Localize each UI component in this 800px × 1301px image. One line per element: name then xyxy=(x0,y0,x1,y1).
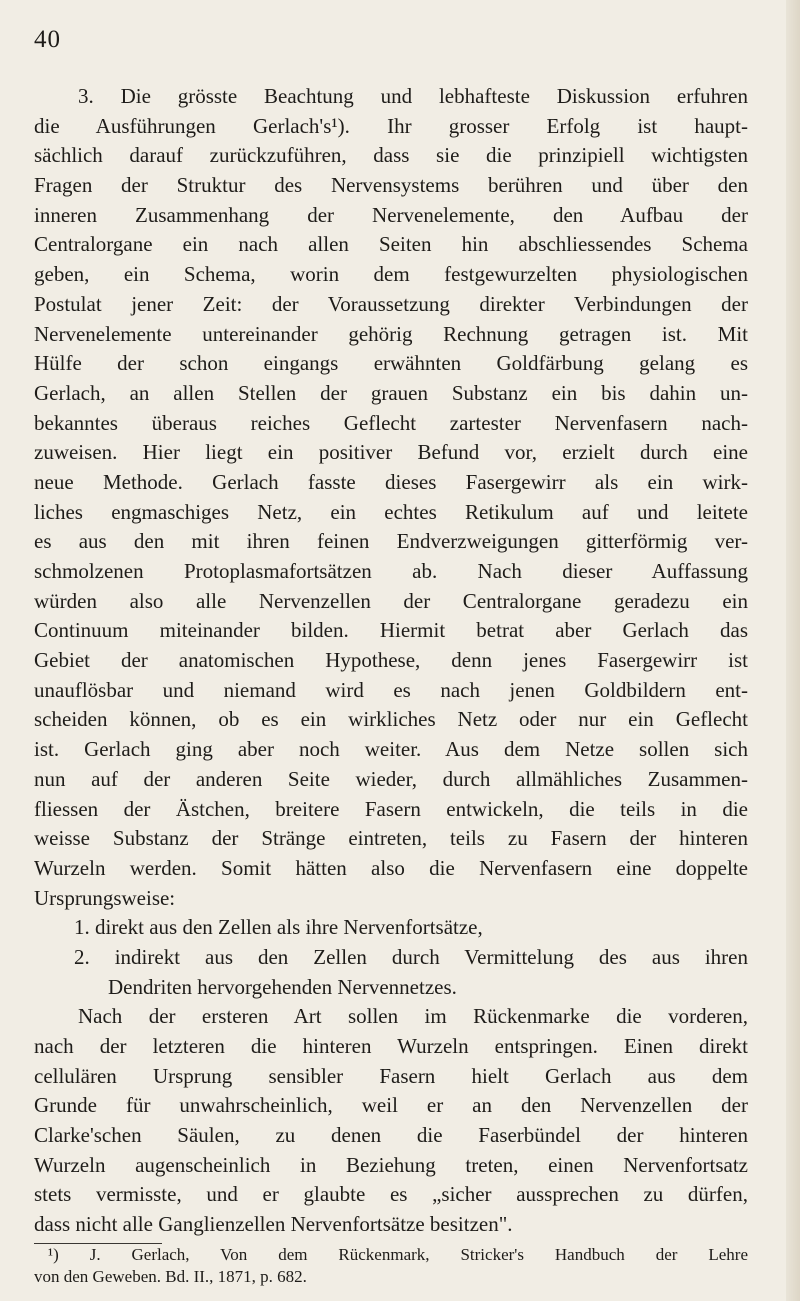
text-line: dass nicht alle Ganglienzellen Nervenfortsätze besitzen". xyxy=(34,1212,513,1237)
footnote-line: von den Geweben. Bd. II., 1871, p. 682. xyxy=(34,1267,307,1286)
text-line: Centralorgane ein nach allen Seiten hin abschliessendes Schema xyxy=(34,232,748,257)
text-line: inneren Zusammenhang der Nervenelemente, den Aufbau der xyxy=(34,202,748,227)
text-line: unauflösbar und niemand wird es nach jenen Goldbildern ent- xyxy=(34,677,748,702)
text-line: Continuum miteinander bilden. Hiermit betrat aber Gerlach das xyxy=(34,618,748,643)
text-line: liches engmaschiges Netz, ein echtes Retikulum auf und leitete xyxy=(34,499,748,524)
page-number: 40 xyxy=(34,26,61,53)
text-line: Ursprungsweise: xyxy=(34,885,176,910)
text-line: fliessen der Ästchen, breitere Fasern entwickeln, die teils in die xyxy=(34,796,748,821)
text-line: Gerlach, an allen Stellen der grauen Substanz ein bis dahin un- xyxy=(34,380,748,405)
text-line: schmolzenen Protoplasmafortsätzen ab. Nach dieser Auffassung xyxy=(34,559,748,583)
footnote-line: ¹) J. Gerlach, Von dem Rückenmark, Stricker's Handbuch der Lehre xyxy=(48,1245,748,1264)
list-item-continuation: Dendriten hervorgehenden Nervennetzes. xyxy=(108,974,457,999)
page-edge xyxy=(786,0,800,1301)
text-line: Wurzeln werden. Somit hätten also die Nervenfasern eine doppelte xyxy=(34,855,748,880)
footnote xyxy=(34,1244,748,1288)
text-line: Nervenelemente untereinander gehörig Rechnung getragen ist. Mit xyxy=(34,321,748,346)
text-line: die Ausführungen Gerlach's¹). Ihr grosser Erfolg ist haupt- xyxy=(34,113,748,138)
text-line: scheiden können, ob es ein wirkliches Netz oder nur ein Geflecht xyxy=(34,707,748,732)
body-text xyxy=(34,82,748,1240)
text-line: Hülfe der schon eingangs erwähnten Goldfärbung gelang es xyxy=(34,351,748,376)
text-line: Grunde für unwahrscheinlich, weil er an den Nervenzellen der xyxy=(34,1093,748,1118)
list-item: 2. indirekt aus den Zellen durch Vermittelung des aus ihren xyxy=(74,944,748,969)
text-line: Clarke'schen Säulen, zu denen die Faserbündel der hinteren xyxy=(34,1123,748,1148)
text-line: Fragen der Struktur des Nervensystems berühren und über den xyxy=(34,173,748,198)
text-line: Wurzeln augenscheinlich in Beziehung treten, einen Nervenfortsatz xyxy=(34,1152,748,1177)
text-line: würden also alle Nervenzellen der Centralorgane geradezu ein xyxy=(34,588,748,613)
text-line: zuweisen. Hier liegt ein positiver Befund vor, erzielt durch eine xyxy=(34,440,748,465)
text-line: es aus den mit ihren feinen Endverzweigungen gitterförmig ver- xyxy=(34,529,748,554)
text-line: weisse Substanz der Stränge eintreten, teils zu Fasern der hinteren xyxy=(34,826,748,851)
text-line: ist. Gerlach ging aber noch weiter. Aus dem Netze sollen sich xyxy=(34,737,748,762)
text-line: Gebiet der anatomischen Hypothese, denn jenes Fasergewirr ist xyxy=(34,648,748,673)
text-line: cellulären Ursprung sensibler Fasern hielt Gerlach aus dem xyxy=(34,1063,748,1088)
text-line: 3. Die grösste Beachtung und lebhafteste Diskussion erfuhren xyxy=(78,84,748,108)
text-line: Nach der ersteren Art sollen im Rückenmarke die vorderen, xyxy=(78,1004,748,1029)
text-line: sächlich darauf zurückzuführen, dass sie die prinzipiell wichtigsten xyxy=(34,143,748,168)
list-item: 1. direkt aus den Zellen als ihre Nervenfortsätze, xyxy=(74,915,483,940)
text-line: nach der letzteren die hinteren Wurzeln entspringen. Einen direkt xyxy=(34,1034,748,1058)
text-line: nun auf der anderen Seite wieder, durch allmähliches Zusammen- xyxy=(34,766,748,791)
text-line: stets vermisste, und er glaubte es „sicher aussprechen zu dürfen, xyxy=(34,1182,748,1207)
text-line: bekanntes überaus reiches Geflecht zartester Nervenfasern nach- xyxy=(34,410,748,435)
text-line: Postulat jener Zeit: der Voraussetzung direkter Verbindungen der xyxy=(34,291,748,316)
text-line: neue Methode. Gerlach fasste dieses Fasergewirr als ein wirk- xyxy=(34,469,748,494)
text-line: geben, ein Schema, worin dem festgewurzelten physiologischen xyxy=(34,262,748,287)
